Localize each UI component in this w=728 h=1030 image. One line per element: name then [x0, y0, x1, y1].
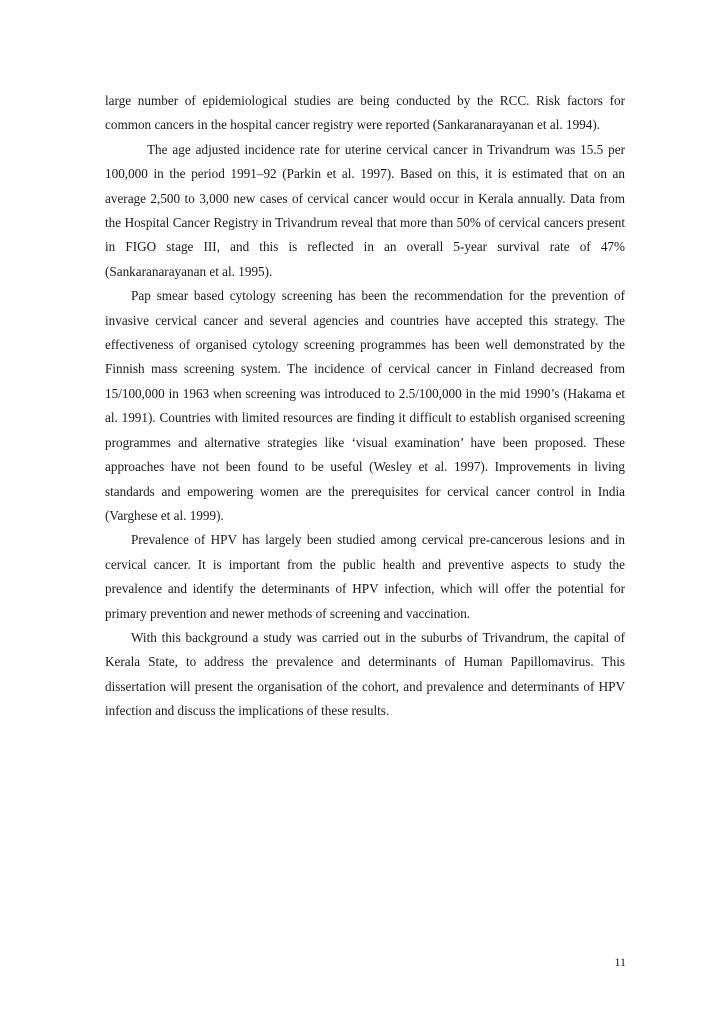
paragraph-epidemiological-studies: large number of epidemiological studies are being conducted by the RCC. Risk factors for common cancers in the hospital cancer registry were reported (Sankaranarayanan et al. 1994). — [105, 93, 625, 133]
paragraph-incidence-rate: The age adjusted incidence rate for uterine cervical cancer in Trivandrum was 15.5 per 100,000 in the period 1991–92 (Parkin et al. 1997). Based on this, it is estimated that on an average 2,500 to 3,000 new cases of cervical cancer would occur in Kerala annually. Data from the Hospital Cancer Registry in Trivandrum reveal that more than 50% of cervical cancers present in FIGO stage III, and this is reflected in an overall 5-year survival rate of 47% (Sankaranarayanan et al. 1995). — [105, 141, 625, 279]
page-number: 11 — [614, 955, 626, 969]
paragraph-hpv-prevalence: Prevalence of HPV has largely been studied among cervical pre-cancerous lesions and in cervical cancer. It is important from the public health and preventive aspects to study the prevalence and identify the determinants of HPV infection, which will offer the potential for primary prevention and newer methods of screening and vaccination. — [105, 532, 625, 621]
paragraph-study-background: With this background a study was carried out in the suburbs of Trivandrum, the capital of Kerala State, to address the prevalence and determinants of Human Papillomavirus. This dissertation will present the organisation of the cohort, and prevalence and determinants of HPV infection and discuss the implications of these results. — [105, 629, 625, 719]
body-text — [105, 89, 625, 724]
paragraph-pap-smear-screening: Pap smear based cytology screening has been the recommendation for the prevention of invasive cervical cancer and several agencies and countries have accepted this strategy. The effectiveness of organised cytology screening programmes has been well demonstrated by the Finnish mass screening system. The incidence of cervical cancer in Finland decreased from 15/100,000 in 1963 when screening was introduced to 2.5/100,000 in the mid 1990’s (Hakama et al. 1991). Countries with limited resources are finding it difficult to establish organised screening programmes and alternative strategies like ‘visual examination’ have been proposed. These approaches have not been found to be useful (Wesley et al. 1997). Improvements in living standards and empowering women are the prerequisites for cervical cancer control in India (Varghese et al. 1999). — [105, 288, 625, 523]
